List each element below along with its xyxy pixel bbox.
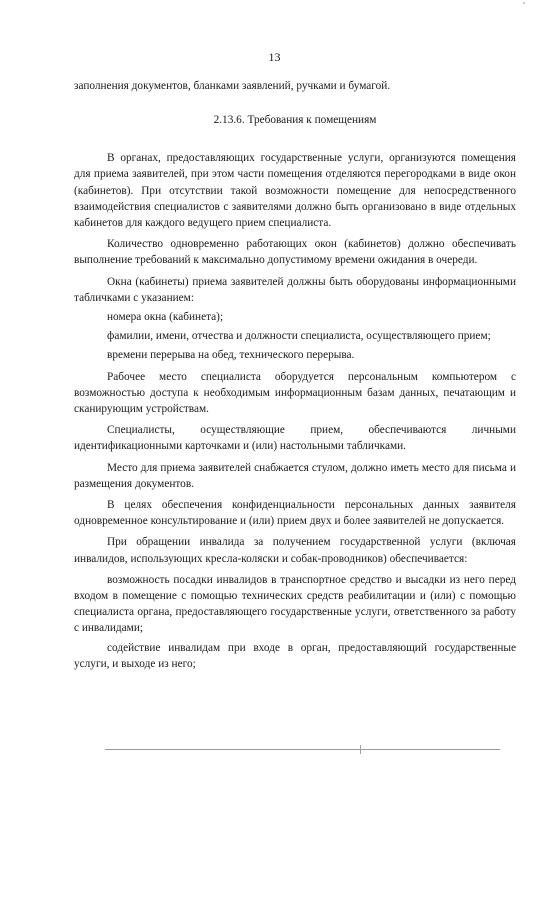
page-number: 13 xyxy=(268,50,281,64)
section-heading: 2.13.6. Требования к помещениям xyxy=(213,114,377,127)
list-item-vehicle-boarding: возможность посадки инвалидов в транспортное средство и высадки из него перед входом в помещение с помощью технических средств реабилитации и (или) с помощью специалиста органа, предоставляющего государственные услуги, ответственного за работу с инвалидами; xyxy=(74,573,516,635)
continued-text-line: заполнения документов, бланками заявлений, ручками и бумагой. xyxy=(74,80,391,92)
document-body xyxy=(74,78,516,672)
paragraph-confidentiality: В целях обеспечения конфиденциальности персональных данных заявителя одновременное консультирование и (или) прием двух и более заявителей не допускается. xyxy=(74,499,516,528)
paragraph-identification-cards: Специалисты, осуществляющие прием, обеспечиваются личными идентификационными карточками и (или) настольными табличками. xyxy=(74,424,516,453)
list-item-window-number: номера окна (кабинета); xyxy=(107,311,224,324)
paragraph-workplace-equipment: Рабочее место специалиста оборудуется персональным компьютером с возможностью доступа к необходимым информационным базам данных, печатающим и сканирующим устройствам. xyxy=(74,370,516,416)
paragraph-window-count: Количество одновременно работающих окон (кабинетов) должно обеспечивать выполнение требований к максимально допустимому времени ожидания в очереди. xyxy=(74,238,516,267)
paragraph-information-plates: Окна (кабинеты) приема заявителей должны быть оборудованы информационными табличками с указанием: xyxy=(74,275,516,304)
paragraph-premises-organization: В органах, предоставляющих государственные услуги, организуются помещения для приема заявителей, при этом части помещения отделяются перегородками в виде окон (кабинетов). При отсутствии такой возможности помещение для непосредственного взаимодействия специалистов с заявителями должно быть организовано в виде отдельных кабинетов для каждого ведущего прием специалиста. xyxy=(74,152,516,230)
list-item-specialist-name: фамилии, имени, отчества и должности специалиста, осуществляющего прием; xyxy=(107,330,491,343)
paragraph-applicant-seating: Место для приема заявителей снабжается стулом, должно иметь место для письма и размещения документов. xyxy=(74,461,516,490)
list-item-break-time: времени перерыва на обед, технического перерыва. xyxy=(107,349,355,362)
scan-artifact xyxy=(523,2,525,4)
paragraph-disabled-access: При обращении инвалида за получением государственной услуги (включая инвалидов, использующих кресла-коляски и собак-проводников) обеспечивается: xyxy=(74,536,516,565)
footer-divider xyxy=(105,749,500,750)
list-item-entry-assistance: содействие инвалидам при входе в орган, предоставляющий государственные услуги, и выходе из него; xyxy=(74,641,516,670)
footer-divider-tick xyxy=(360,745,361,754)
